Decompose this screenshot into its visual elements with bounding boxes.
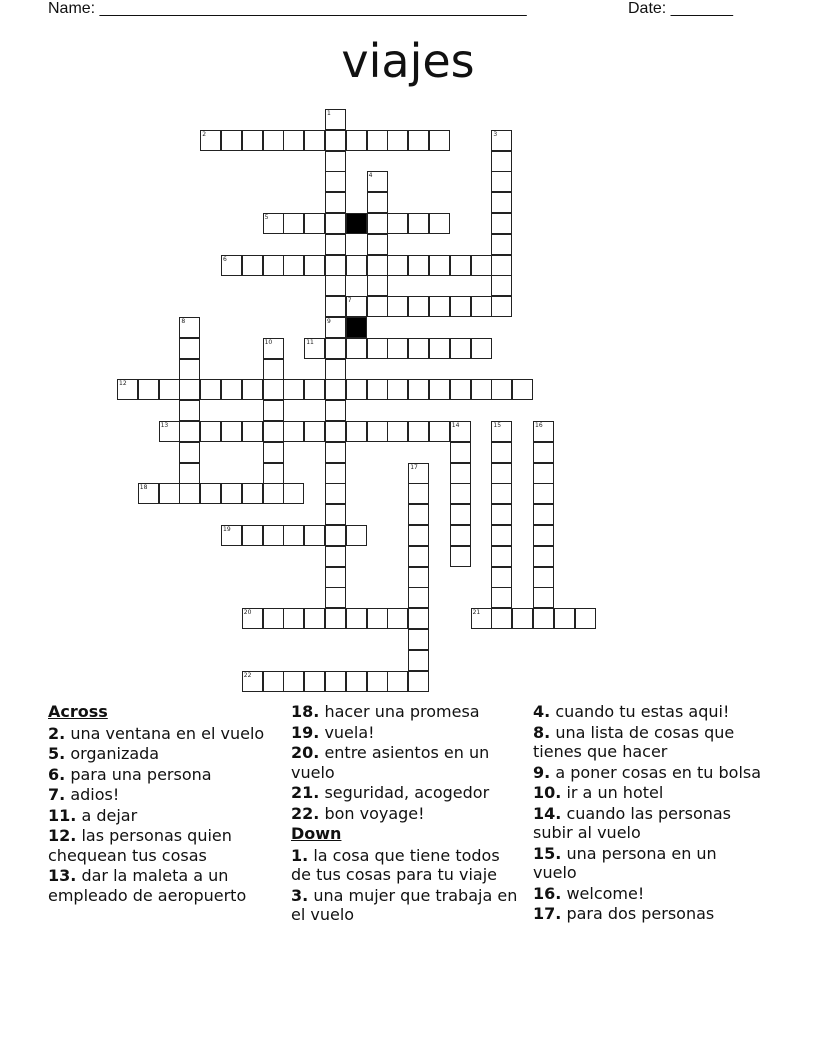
answer-cell[interactable] — [533, 483, 554, 504]
answer-cell[interactable] — [408, 255, 429, 276]
answer-cell[interactable] — [138, 379, 159, 400]
answer-cell[interactable] — [575, 608, 596, 629]
answer-cell[interactable] — [325, 504, 346, 525]
answer-cell[interactable] — [367, 192, 388, 213]
answer-cell[interactable] — [179, 483, 200, 504]
answer-cell[interactable] — [283, 525, 304, 546]
answer-cell[interactable] — [304, 671, 325, 692]
answer-cell[interactable] — [367, 379, 388, 400]
answer-cell[interactable] — [408, 504, 429, 525]
answer-cell[interactable] — [408, 483, 429, 504]
answer-cell[interactable] — [325, 463, 346, 484]
answer-cell[interactable] — [325, 379, 346, 400]
answer-cell[interactable] — [387, 213, 408, 234]
answer-cell[interactable] — [471, 296, 492, 317]
clue-number-18: 18 — [139, 484, 148, 492]
answer-cell[interactable] — [491, 296, 512, 317]
answer-cell[interactable] — [325, 234, 346, 255]
clue-across-18: 18. hacer una promesa — [291, 702, 480, 721]
answer-cell[interactable] — [387, 379, 408, 400]
answer-cell[interactable] — [408, 629, 429, 650]
answer-cell[interactable] — [491, 192, 512, 213]
clue-across-20: 20. entre asientos en un vuelo — [291, 743, 490, 782]
answer-cell[interactable] — [491, 275, 512, 296]
answer-cell[interactable] — [179, 338, 200, 359]
clue-across-11: 11. a dejar — [48, 805, 138, 825]
answer-cell[interactable] — [283, 483, 304, 504]
name-field-label: Name: ________________________________________________ — [48, 0, 527, 17]
answer-cell[interactable] — [387, 296, 408, 317]
answer-cell[interactable] — [367, 255, 388, 276]
answer-cell[interactable] — [533, 463, 554, 484]
answer-cell[interactable] — [491, 567, 512, 588]
clue-number-10: 10 — [264, 338, 273, 346]
answer-cell[interactable] — [325, 255, 346, 276]
answer-cell[interactable] — [367, 338, 388, 359]
answer-cell[interactable] — [263, 130, 284, 151]
answer-cell[interactable] — [325, 608, 346, 629]
blocked-cell — [346, 317, 367, 338]
answer-cell[interactable] — [283, 379, 304, 400]
clue-number-3: 3 — [493, 130, 498, 138]
answer-cell[interactable] — [242, 483, 263, 504]
answer-cell[interactable] — [491, 213, 512, 234]
answer-cell[interactable] — [200, 483, 221, 504]
clue-number-12: 12 — [119, 380, 127, 388]
answer-cell[interactable] — [283, 130, 304, 151]
down-heading: Down — [291, 824, 342, 843]
answer-cell[interactable] — [283, 213, 304, 234]
answer-cell[interactable] — [471, 379, 492, 400]
answer-cell[interactable] — [429, 255, 450, 276]
clue-across-19: 19. vuela! — [291, 722, 375, 742]
answer-cell[interactable] — [450, 525, 471, 546]
answer-cell[interactable] — [325, 421, 346, 442]
answer-cell[interactable] — [491, 525, 512, 546]
answer-cell[interactable] — [283, 255, 304, 276]
across-heading: Across — [48, 702, 108, 721]
answer-cell[interactable] — [304, 130, 325, 151]
answer-cell[interactable] — [471, 338, 492, 359]
answer-cell[interactable] — [304, 421, 325, 442]
answer-cell[interactable] — [325, 442, 346, 463]
answer-cell[interactable] — [263, 671, 284, 692]
answer-cell[interactable] — [471, 255, 492, 276]
clue-number-17: 17 — [410, 463, 418, 471]
answer-cell[interactable] — [367, 213, 388, 234]
clue-number-9: 9 — [327, 318, 331, 325]
answer-cell[interactable] — [179, 421, 200, 442]
answer-cell[interactable] — [429, 213, 450, 234]
clue-down-4: 4. cuando tu estas aqui! — [533, 702, 730, 721]
answer-cell[interactable] — [304, 525, 325, 546]
answer-cell[interactable] — [429, 338, 450, 359]
answer-cell[interactable] — [408, 213, 429, 234]
answer-cell[interactable] — [242, 525, 263, 546]
clue-down-9: 9. a poner cosas en tu bolsa — [533, 762, 762, 782]
answer-cell[interactable] — [200, 421, 221, 442]
answer-cell[interactable] — [408, 650, 429, 671]
clue-across-21: 21. seguridad, acogedor — [291, 783, 490, 802]
answer-cell[interactable] — [408, 608, 429, 629]
answer-cell[interactable] — [325, 275, 346, 296]
answer-cell[interactable] — [325, 338, 346, 359]
answer-cell[interactable] — [387, 255, 408, 276]
answer-cell[interactable] — [325, 525, 346, 546]
answer-cell[interactable] — [387, 671, 408, 692]
answer-cell[interactable] — [429, 379, 450, 400]
answer-cell[interactable] — [491, 234, 512, 255]
answer-cell[interactable] — [325, 587, 346, 608]
answer-cell[interactable] — [263, 525, 284, 546]
answer-cell[interactable] — [346, 525, 367, 546]
answer-cell[interactable] — [221, 421, 242, 442]
clue-number-4: 4 — [368, 172, 373, 180]
answer-cell[interactable] — [304, 608, 325, 629]
answer-cell[interactable] — [491, 255, 512, 276]
answer-cell[interactable] — [533, 546, 554, 567]
answer-cell[interactable] — [450, 379, 471, 400]
answer-cell[interactable] — [263, 379, 284, 400]
answer-cell[interactable] — [408, 587, 429, 608]
answer-cell[interactable] — [325, 483, 346, 504]
answer-cell[interactable] — [387, 338, 408, 359]
answer-cell[interactable] — [367, 275, 388, 296]
answer-cell[interactable] — [429, 296, 450, 317]
answer-cell[interactable] — [179, 442, 200, 463]
clue-number-22: 22 — [243, 671, 252, 679]
answer-cell[interactable] — [325, 296, 346, 317]
answer-cell[interactable] — [242, 421, 263, 442]
date-field-label: Date: _______ — [628, 0, 733, 17]
clue-number-6: 6 — [223, 255, 227, 263]
answer-cell[interactable] — [263, 359, 284, 380]
clue-number-15: 15 — [493, 422, 502, 429]
answer-cell[interactable] — [304, 213, 325, 234]
answer-cell[interactable] — [263, 608, 284, 629]
clue-across-5: 5. organizada — [48, 744, 160, 763]
answer-cell[interactable] — [263, 400, 284, 421]
answer-cell[interactable] — [367, 296, 388, 317]
answer-cell[interactable] — [346, 338, 367, 359]
clue-across-12: 12. las personas quien chequean tus cosas — [48, 826, 232, 865]
answer-cell[interactable] — [408, 338, 429, 359]
answer-cell[interactable] — [263, 255, 284, 276]
answer-cell[interactable] — [554, 608, 575, 629]
clue-down-3: 3. una mujer que trabaja en el vuelo — [291, 885, 518, 924]
answer-cell[interactable] — [367, 421, 388, 442]
answer-cell[interactable] — [387, 608, 408, 629]
clue-across-22: 22. bon voyage! — [291, 803, 425, 823]
answer-cell[interactable] — [263, 421, 284, 442]
answer-cell[interactable] — [408, 525, 429, 546]
answer-cell[interactable] — [533, 525, 554, 546]
answer-cell[interactable] — [491, 379, 512, 400]
puzzle-title: viajes — [341, 34, 475, 88]
clue-number-19: 19 — [223, 526, 231, 533]
clue-number-8: 8 — [181, 318, 186, 325]
answer-cell[interactable] — [450, 483, 471, 504]
answer-cell[interactable] — [346, 379, 367, 400]
answer-cell[interactable] — [387, 130, 408, 151]
answer-cell[interactable] — [491, 442, 512, 463]
answer-cell[interactable] — [325, 359, 346, 380]
answer-cell[interactable] — [346, 671, 367, 692]
answer-cell[interactable] — [367, 608, 388, 629]
answer-cell[interactable] — [491, 587, 512, 608]
answer-cell[interactable] — [408, 671, 429, 692]
clue-number-5: 5 — [264, 214, 269, 221]
answer-cell[interactable] — [408, 421, 429, 442]
answer-cell[interactable] — [512, 379, 533, 400]
answer-cell[interactable] — [533, 442, 554, 463]
answer-cell[interactable] — [283, 608, 304, 629]
answer-cell[interactable] — [221, 130, 242, 151]
answer-cell[interactable] — [533, 567, 554, 588]
answer-cell[interactable] — [491, 151, 512, 172]
answer-cell[interactable] — [325, 213, 346, 234]
answer-cell[interactable] — [408, 546, 429, 567]
answer-cell[interactable] — [491, 171, 512, 192]
answer-cell[interactable] — [221, 483, 242, 504]
answer-cell[interactable] — [533, 587, 554, 608]
answer-cell[interactable] — [346, 130, 367, 151]
answer-cell[interactable] — [242, 379, 263, 400]
answer-cell[interactable] — [450, 546, 471, 567]
answer-cell[interactable] — [263, 463, 284, 484]
clue-down-14: 14. cuando las personas subir al vuelo — [533, 803, 732, 842]
clue-across-2: 2. una ventana en el vuelo — [48, 723, 265, 743]
clue-across-7: 7. adios! — [48, 785, 120, 804]
clue-down-17: 17. para dos personas — [533, 904, 715, 923]
answer-cell[interactable] — [325, 171, 346, 192]
answer-cell[interactable] — [242, 130, 263, 151]
answer-cell[interactable] — [346, 608, 367, 629]
answer-cell[interactable] — [325, 567, 346, 588]
answer-cell[interactable] — [491, 546, 512, 567]
clue-across-13: 13. dar la maleta a un empleado de aeropuerto — [48, 866, 247, 905]
answer-cell[interactable] — [367, 671, 388, 692]
clue-number-1: 1 — [327, 110, 331, 117]
answer-cell[interactable] — [242, 255, 263, 276]
answer-cell[interactable] — [450, 296, 471, 317]
clue-down-15: 15. una persona en un vuelo — [533, 843, 717, 882]
answer-cell[interactable] — [325, 130, 346, 151]
answer-cell[interactable] — [346, 421, 367, 442]
answer-cell[interactable] — [159, 379, 180, 400]
clue-number-14: 14 — [451, 422, 460, 429]
answer-cell[interactable] — [263, 483, 284, 504]
clue-down-8: 8. una lista de cosas que tienes que hacer — [533, 722, 735, 761]
clue-across-6: 6. para una persona — [48, 764, 212, 784]
answer-cell[interactable] — [304, 379, 325, 400]
answer-cell[interactable] — [179, 379, 200, 400]
answer-cell[interactable] — [304, 255, 325, 276]
clue-number-11: 11 — [306, 338, 314, 346]
answer-cell[interactable] — [179, 359, 200, 380]
answer-cell[interactable] — [408, 567, 429, 588]
answer-cell[interactable] — [325, 192, 346, 213]
answer-cell[interactable] — [429, 421, 450, 442]
clue-down-16: 16. welcome! — [533, 883, 645, 903]
answer-cell[interactable] — [491, 483, 512, 504]
answer-cell[interactable] — [491, 608, 512, 629]
answer-cell[interactable] — [429, 130, 450, 151]
clue-number-21: 21 — [472, 609, 481, 617]
clues-column-1 — [48, 702, 274, 906]
answer-cell[interactable] — [533, 504, 554, 525]
answer-cell[interactable] — [491, 504, 512, 525]
answer-cell[interactable] — [325, 400, 346, 421]
clue-number-7: 7 — [347, 297, 352, 305]
answer-cell[interactable] — [325, 671, 346, 692]
answer-cell[interactable] — [450, 338, 471, 359]
clue-number-2: 2 — [202, 130, 207, 138]
clue-down-1: 1. la cosa que tiene todos de tus cosas para tu viaje — [291, 845, 500, 884]
answer-cell[interactable] — [325, 151, 346, 172]
clue-number-20: 20 — [243, 609, 252, 617]
answer-cell[interactable] — [159, 483, 180, 504]
answer-cell[interactable] — [408, 130, 429, 151]
answer-cell[interactable] — [346, 255, 367, 276]
answer-cell[interactable] — [200, 379, 221, 400]
answer-cell[interactable] — [491, 463, 512, 484]
clues-column-2 — [291, 702, 523, 926]
answer-cell[interactable] — [179, 400, 200, 421]
answer-cell[interactable] — [512, 608, 533, 629]
answer-cell[interactable] — [325, 546, 346, 567]
answer-cell[interactable] — [450, 504, 471, 525]
answer-cell[interactable] — [387, 421, 408, 442]
clue-down-10: 10. ir a un hotel — [533, 783, 664, 802]
answer-cell[interactable] — [221, 379, 242, 400]
answer-cell[interactable] — [450, 463, 471, 484]
clue-number-13: 13 — [160, 422, 169, 429]
blocked-cell — [346, 213, 367, 234]
answer-cell[interactable] — [450, 255, 471, 276]
answer-cell[interactable] — [450, 442, 471, 463]
answer-cell[interactable] — [263, 442, 284, 463]
answer-cell[interactable] — [283, 671, 304, 692]
answer-cell[interactable] — [408, 379, 429, 400]
answer-cell[interactable] — [367, 234, 388, 255]
answer-cell[interactable] — [179, 463, 200, 484]
clue-number-16: 16 — [535, 422, 543, 429]
answer-cell[interactable] — [367, 130, 388, 151]
answer-cell[interactable] — [533, 608, 554, 629]
clues-column-3 — [533, 702, 763, 925]
answer-cell[interactable] — [408, 296, 429, 317]
answer-cell[interactable] — [283, 421, 304, 442]
